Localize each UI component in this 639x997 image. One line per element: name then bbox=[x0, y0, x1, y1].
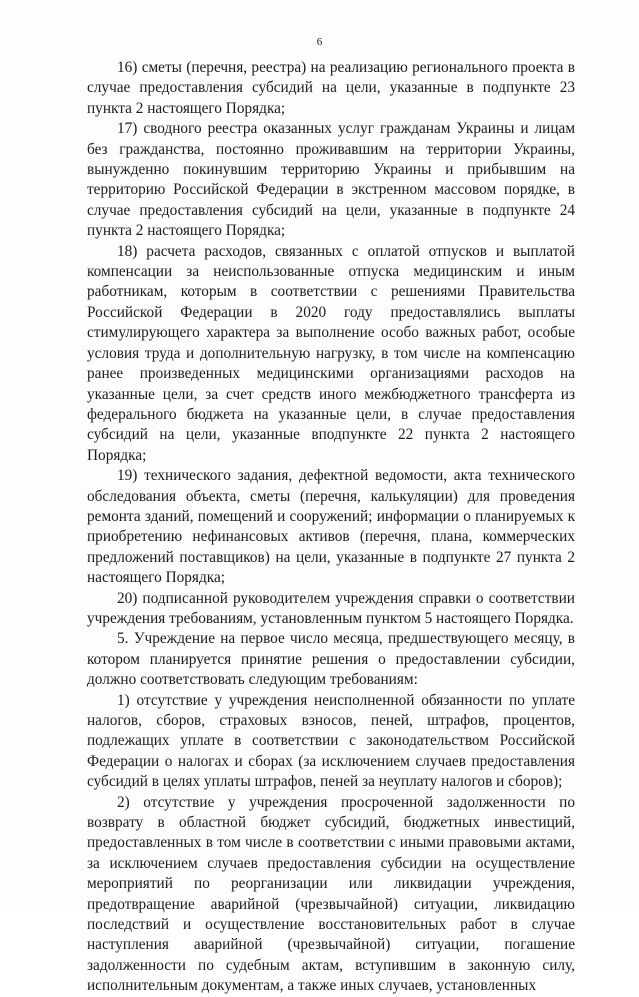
document-body bbox=[87, 58, 575, 997]
paragraph-item-17: 17) сводного реестра оказанных услуг гражданам Украины и лицам без гражданства, постоянно проживавшим на территории Украины, вынужденно покинувшим территорию Украины и прибывшим на территорию Российской Федерации в экстренном массовом порядке, в случае предоставления субсидий на цели, указанные в подпункте 24 пункта 2 настоящего Порядка; bbox=[87, 120, 575, 240]
paragraph-item-19: 19) технического задания, дефектной ведомости, акта технического обследования объекта, сметы (перечня, калькуляции) для проведения ремонта зданий, помещений и сооружений; информации о планируемых к приобретению нефинансовых активов (перечня, плана, коммерческих предложений поставщиков) на цели, указанные в подпункте 27 пункта 2 настоящего Порядка; bbox=[87, 467, 575, 587]
page-number: 6 bbox=[316, 36, 323, 48]
paragraph-item-16: 16) сметы (перечня, реестра) на реализацию регионального проекта в случае предоставления субсидий на цели, указанные в подпункте 23 пункта 2 настоящего Порядка; bbox=[87, 59, 575, 117]
paragraph-clause-5: 5. Учреждение на первое число месяца, предшествующего месяцу, в котором планируется принятие решения о предоставлении субсидии, должно соответствовать следующим требованиям: bbox=[87, 630, 575, 689]
paragraph-item-18: 18) расчета расходов, связанных с оплатой отпусков и выплатой компенсации за неиспользованные отпуска медицинским и иным работникам, которым в соответствии с решениями Правительства Российской Федерации в 2020 году предоставлялись выплаты стимулирующего характера за выполнение особо важных работ, особые условия труда и дополнительную нагрузку, в том числе на компенсацию ранее произведенных медицинскими организациями расходов на указанные цели, за счет средств иного межбюджетного трансферта из федерального бюджета на указанные цели, в случае предоставления субсидий на цели, указанные вподпункте 22 пункта 2 настоящего Порядка; bbox=[87, 242, 575, 464]
paragraph-requirement-1: 1) отсутствие у учреждения неисполненной обязанности по уплате налогов, сборов, страховых взносов, пеней, штрафов, процентов, подлежащих уплате в соответствии с законодательством Российской Федерации о налогах и сборах (за исключением случаев предоставления субсидий в целях уплаты штрафов, пеней за неуплату налогов и сборов); bbox=[87, 691, 575, 791]
paragraph-item-20: 20) подписанной руководителем учреждения справки о соответствии учреждения требованиям, установленным пунктом 5 настоящего Порядка. bbox=[87, 589, 575, 627]
paragraph-requirement-2: 2) отсутствие у учреждения просроченной задолженности по возврату в областной бюджет субсидий, бюджетных инвестиций, предоставленных в том числе в соответствии с иными правовыми актами, за исключением случаев предоставления субсидии на осуществление мероприятий по реорганизации или ликвидации учреждения, предотвращение аварийной (чрезвычайной) ситуации, ликвидацию последствий и осуществление восстановительных работ в случае наступления аварийной (чрезвычайной) ситуации, погашение задолженности по судебным актам, вступившим в законную силу, исполнительным документам, а также иных случаев, установленных bbox=[87, 793, 575, 995]
